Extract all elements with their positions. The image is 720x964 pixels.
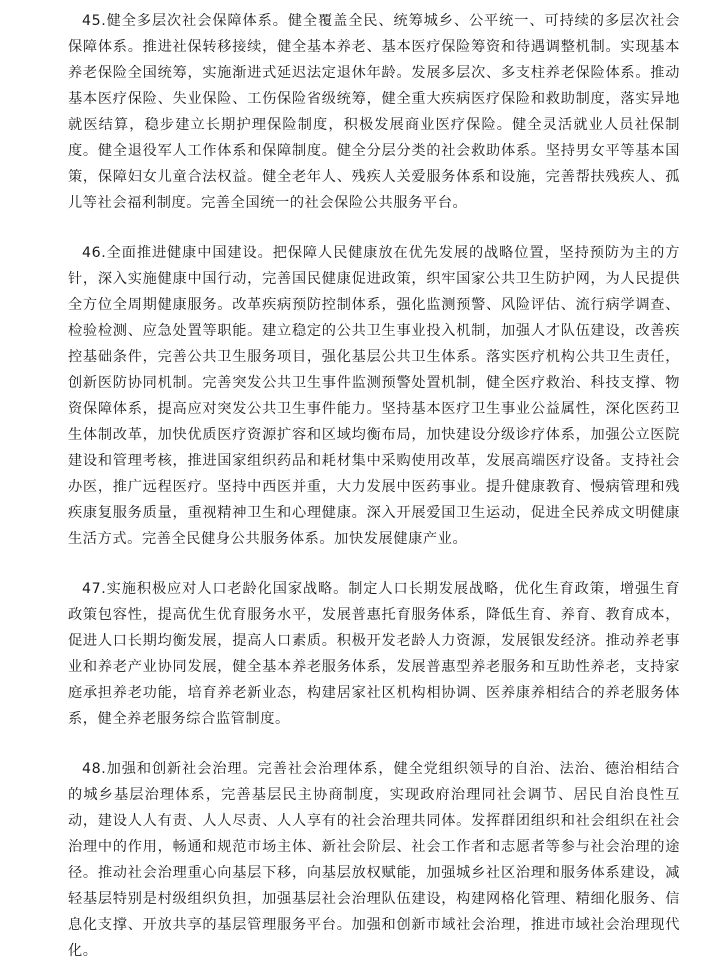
section-47: 47.实施积极应对人口老龄化国家战略。制定人口长期发展战略，优化生育政策，增强生育政策包容性，提高优生优育服务水平，发展普惠托育服务体系，降低生育、养育、教育成本，促进人口长期均衡发展，提高人口素质。积极开发老龄人力资源，发展银发经济。推动养老事业和养老产业协同发展，健全基本养老服务体系，发展普惠型养老服务和互助性养老，支持家庭承担养老功能，培育养老新业态，构建居家社区机构相协调、医养康养相结合的养老服务体系，健全养老服务综合监管制度。 xyxy=(68,581,680,727)
section-46: 46.全面推进健康中国建设。把保障人民健康放在优先发展的战略位置，坚持预防为主的方针，深入实施健康中国行动，完善国民健康促进政策，织牢国家公共卫生防护网，为人民提供全方位全周期健康服务。改革疾病预防控制体系，强化监测预警、风险评估、流行病学调查、检验检测、应急处置等职能。建立稳定的公共卫生事业投入机制，加强人才队伍建设，改善疾控基础条件，完善公共卫生服务项目，强化基层公共卫生体系。落实医疗机构公共卫生责任，创新医防协同机制。完善突发公共卫生事件监测预警处置机制，健全医疗救治、科技支撑、物资保障体系，提高应对突发公共卫生事件能力。坚持基本医疗卫生事业公益属性，深化医药卫生体制改革，加快优质医疗资源扩容和区域均衡布局，加快建设分级诊疗体系，加强公立医院建设和管理考核，推进国家组织药品和耗材集中采购使用改革，发展高端医疗设备。支持社会办医，推广远程医疗。坚持中西医并重，大力发展中医药事业。提升健康教育、慢病管理和残疾康复服务质量，重视精神卫生和心理健康。深入开展爱国卫生运动，促进全民养成文明健康生活方式。完善全民健身公共服务体系。加快发展健康产业。 xyxy=(68,245,680,547)
section-48: 48.加强和创新社会治理。完善社会治理体系，健全党组织领导的自治、法治、德治相结合的城乡基层治理体系，完善基层民主协商制度，实现政府治理同社会调节、居民自治良性互动，建设人人有责、人人尽责、人人享有的社会治理共同体。发挥群团组织和社会组织在社会治理中的作用，畅通和规范市场主体、新社会阶层、社会工作者和志愿者等参与社会治理的途径。推动社会治理重心向基层下移，向基层放权赋能，加强城乡社区治理和服务体系建设，减轻基层特别是村级组织负担，加强基层社会治理队伍建设，构建网格化管理、精细化服务、信息化支撑、开放共享的基层管理服务平台。加强和创新市域社会治理，推进市域社会治理现代化。 xyxy=(68,761,680,959)
document-body xyxy=(68,8,680,964)
section-45: 45.健全多层次社会保障体系。健全覆盖全民、统筹城乡、公平统一、可持续的多层次社会保障体系。推进社保转移接续，健全基本养老、基本医疗保险筹资和待遇调整机制。实现基本养老保险全国统筹，实施渐进式延迟法定退休年龄。发展多层次、多支柱养老保险体系。推动基本医疗保险、失业保险、工伤保险省级统筹，健全重大疾病医疗保险和救助制度，落实异地就医结算，稳步建立长期护理保险制度，积极发展商业医疗保险。健全灵活就业人员社保制度。健全退役军人工作体系和保障制度。健全分层分类的社会救助体系。坚持男女平等基本国策，保障妇女儿童合法权益。健全老年人、残疾人关爱服务体系和设施，完善帮扶残疾人、孤儿等社会福利制度。完善全国统一的社会保险公共服务平台。 xyxy=(68,13,680,211)
